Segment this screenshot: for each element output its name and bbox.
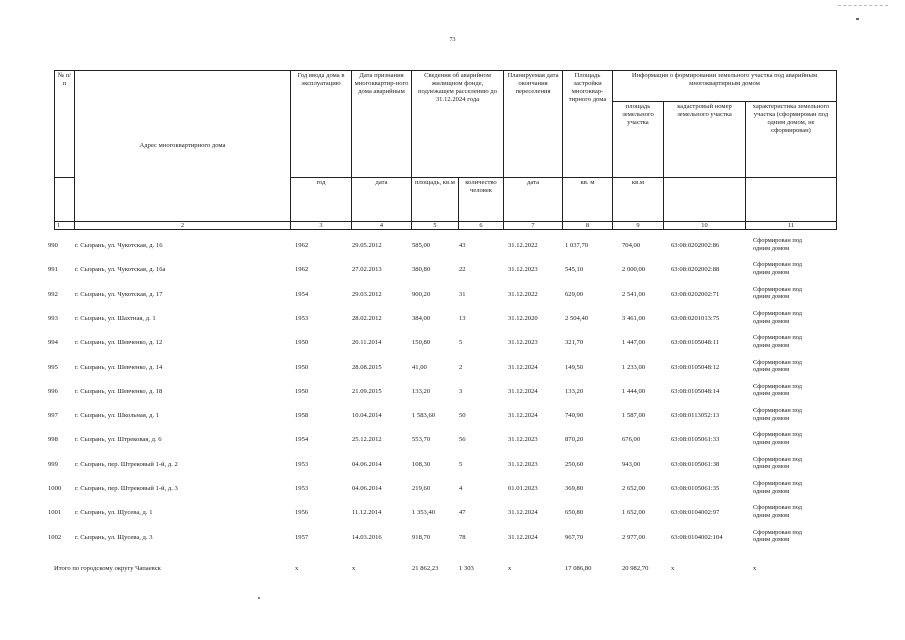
unit-year: год <box>291 178 352 222</box>
row-characteristic: Сформирован под одним домом <box>753 237 803 252</box>
row-people: 78 <box>459 533 466 541</box>
row-number: 1002 <box>48 533 62 541</box>
row-number: 998 <box>48 436 58 444</box>
row-characteristic: Сформирован под одним домом <box>753 358 803 374</box>
row-year: 1950 <box>295 363 309 371</box>
row-build-area: 133,20 <box>565 387 584 395</box>
total-date: x <box>352 565 356 572</box>
row-people: 31 <box>459 290 466 298</box>
row-build-area: 2 504,40 <box>565 314 589 322</box>
row-year: 1962 <box>295 266 309 274</box>
row-number: 991 <box>48 266 58 274</box>
col-number: 1 <box>55 222 75 230</box>
col-number: 3 <box>291 222 352 230</box>
row-area: 900,20 <box>412 290 431 298</box>
row-area: 1 353,40 <box>412 509 436 517</box>
row-land-area: 2 000,00 <box>622 266 646 274</box>
row-end-date: 31.12.2024 <box>508 387 538 395</box>
unit-people: количество человек <box>459 178 504 222</box>
row-area: 553,70 <box>412 436 431 444</box>
row-build-area: 369,80 <box>565 485 584 492</box>
total-label: Итого по городскому округу Чапаевск <box>54 565 161 572</box>
row-end-date: 01.01.2023 <box>508 485 538 492</box>
scan-dot <box>258 597 260 599</box>
col-header-year: Год ввода дома в эксплуатацию <box>291 71 352 178</box>
row-characteristic: Сформирован под одним домом <box>753 309 803 325</box>
row-area: 150,80 <box>412 339 431 347</box>
row-land-area: 1 447,00 <box>622 339 646 347</box>
table-row <box>48 260 836 284</box>
table-row <box>48 430 836 454</box>
table-row <box>48 358 836 382</box>
row-cadastral: 63:08:0105061:35 <box>671 485 720 492</box>
row-number: 997 <box>48 412 58 420</box>
row-people: 3 <box>459 387 463 395</box>
row-address: г. Сызрань, ул. Щусева, д. 1 <box>75 509 153 517</box>
total-end-date: x <box>508 565 512 572</box>
row-characteristic: Сформирован под одним домом <box>753 504 803 519</box>
row-people: 47 <box>459 509 466 517</box>
row-land-area: 2 977,00 <box>622 533 646 541</box>
row-end-date: 31.12.2023 <box>508 436 538 444</box>
row-end-date: 31.12.2020 <box>508 314 538 322</box>
row-year: 1950 <box>295 339 309 347</box>
row-date: 04.06.2014 <box>352 485 382 492</box>
row-number: 990 <box>48 242 58 249</box>
row-date: 29.03.2012 <box>352 290 382 298</box>
scan-dot <box>856 18 859 20</box>
row-build-area: 967,70 <box>565 533 584 541</box>
row-cadastral: 63:08:0105048:12 <box>671 363 720 371</box>
row-build-area: 545,10 <box>565 266 584 274</box>
row-land-area: 943,00 <box>622 460 641 468</box>
row-address: г. Сызрань, ул. Шевченко, д. 14 <box>75 363 163 371</box>
col-header-build-area: Площадь застройки многоквар-тирного дома <box>563 71 613 178</box>
unit-date: дата <box>352 178 412 222</box>
row-date: 28.02.2012 <box>352 314 382 322</box>
row-characteristic: Сформирован под одним домом <box>753 334 803 349</box>
unit-area: площадь, кв.м <box>412 178 459 222</box>
row-address: г. Сызрань, ул. Чукотская, д. 16 <box>75 242 163 249</box>
row-characteristic: Сформирован под одним домом <box>753 431 803 447</box>
row-date: 29.05.2012 <box>352 242 382 249</box>
col-number: 9 <box>613 222 664 230</box>
row-year: 1962 <box>295 242 309 249</box>
row-number: 993 <box>48 314 58 322</box>
row-address: г. Сызрань, ул. Шахтная, д. 1 <box>75 314 156 322</box>
row-address: г. Сызрань, пер. Штрековый 1-й, д. 2 <box>75 460 178 468</box>
total-characteristic: x <box>753 565 757 572</box>
row-people: 5 <box>459 339 463 347</box>
table-row <box>48 382 836 406</box>
row-area: 585,00 <box>412 242 431 249</box>
row-year: 1953 <box>295 485 309 492</box>
col-header-land-area: площадь земельного участка <box>613 102 664 178</box>
row-people: 56 <box>459 436 466 444</box>
col-header-address: Адрес многоквартирного дома <box>75 71 291 222</box>
row-area: 133,20 <box>412 387 431 395</box>
col-header-land-characteristic: характеристика земельного участка (сформирован под одним домом, не сформирован) <box>746 102 837 178</box>
row-people: 43 <box>459 242 466 249</box>
table-row <box>48 479 836 503</box>
total-cadastral: x <box>671 565 675 572</box>
unit-empty <box>746 178 837 222</box>
row-end-date: 31.12.2024 <box>508 412 538 420</box>
row-year: 1956 <box>295 509 309 517</box>
row-year: 1953 <box>295 460 309 468</box>
row-characteristic: Сформирован под одним домом <box>753 528 803 544</box>
row-end-date: 31.12.2023 <box>508 266 538 274</box>
row-address: г. Сызрань, ул. Шевченко, д. 12 <box>75 339 163 347</box>
row-cadastral: 63:08:0113052:13 <box>671 412 720 420</box>
row-address: г. Сызрань, ул. Шевченко, д. 18 <box>75 387 163 395</box>
table-header <box>54 70 837 230</box>
row-number: 1000 <box>48 485 62 492</box>
row-people: 2 <box>459 363 463 371</box>
row-characteristic: Сформирован под одним домом <box>753 382 803 398</box>
page-number: 73 <box>449 37 456 43</box>
col-number: 11 <box>746 222 837 230</box>
row-year: 1953 <box>295 314 309 322</box>
row-characteristic: Сформирован под одним домом <box>753 261 803 276</box>
row-end-date: 31.12.2024 <box>508 533 538 541</box>
row-date: 21.09.2015 <box>352 387 382 395</box>
row-land-area: 704,00 <box>622 242 641 249</box>
row-area: 918,70 <box>412 533 431 541</box>
row-build-area: 870,20 <box>565 436 584 444</box>
row-cadastral: 63:08:0104002:104 <box>671 533 723 541</box>
row-cadastral: 63:08:0202002:88 <box>671 266 720 274</box>
col-number: 2 <box>75 222 291 230</box>
row-number: 999 <box>48 460 58 468</box>
row-land-area: 1 444,00 <box>622 387 646 395</box>
row-cadastral: 63:08:0104002:97 <box>671 509 720 517</box>
row-area: 108,30 <box>412 460 431 468</box>
row-end-date: 31.12.2022 <box>508 242 538 249</box>
row-address: г. Сызрань, ул. Штрековая, д. 6 <box>75 436 162 444</box>
row-end-date: 31.12.2024 <box>508 509 538 517</box>
row-land-area: 2 652,00 <box>622 485 646 492</box>
row-year: 1954 <box>295 290 309 298</box>
col-header-planned-date: Планируемая дата окончания переселения <box>504 71 563 178</box>
row-people: 22 <box>459 266 466 274</box>
row-build-area: 740,90 <box>565 412 584 420</box>
unit-land-sqm: кв.м <box>613 178 664 222</box>
row-area: 219,60 <box>412 485 431 492</box>
row-end-date: 31.12.2023 <box>508 460 538 468</box>
row-number: 994 <box>48 339 58 347</box>
total-land-area: 20 982,70 <box>622 565 649 572</box>
row-number: 1001 <box>48 509 62 517</box>
row-build-area: 149,50 <box>565 363 584 371</box>
total-year: x <box>295 565 299 572</box>
row-build-area: 321,70 <box>565 339 584 347</box>
row-end-date: 31.12.2024 <box>508 363 538 371</box>
total-people: 1 303 <box>459 565 474 572</box>
row-people: 50 <box>459 412 466 420</box>
col-number: 8 <box>563 222 613 230</box>
row-characteristic: Сформирован под одним домом <box>753 455 803 471</box>
total-build-area: 17 086,80 <box>565 565 592 572</box>
row-characteristic: Сформирован под одним домом <box>753 480 803 495</box>
row-cadastral: 63:08:0105048:11 <box>671 339 720 347</box>
total-row <box>54 565 836 575</box>
row-date: 20.11.2014 <box>352 339 382 347</box>
row-area: 380,80 <box>412 266 431 274</box>
row-address: г. Сызрань, пер. Штрековый 1-й, д. 3 <box>75 485 178 492</box>
table-row <box>48 285 836 309</box>
col-header-land-info: Информация о формировании земельного участка под аварийным многоквартирным домом <box>613 71 837 102</box>
row-cadastral: 63:08:0201013:75 <box>671 314 720 322</box>
total-area: 21 862,23 <box>412 565 439 572</box>
row-people: 4 <box>459 485 463 492</box>
row-cadastral: 63:08:0105061:33 <box>671 436 720 444</box>
row-cadastral: 63:08:0202002:71 <box>671 290 720 298</box>
col-header-number: № п/п <box>55 71 75 178</box>
row-year: 1950 <box>295 387 309 395</box>
row-people: 13 <box>459 314 466 322</box>
row-area: 384,00 <box>412 314 431 322</box>
row-cadastral: 63:08:0105048:14 <box>671 387 720 395</box>
unit-end-date: дата <box>504 178 563 222</box>
row-address: г. Сызрань, ул. Чукотская, д. 17 <box>75 290 163 298</box>
row-date: 04.06.2014 <box>352 460 382 468</box>
row-address: г. Сызрань, ул. Чукотская, д. 16а <box>75 266 166 274</box>
col-number: 5 <box>412 222 459 230</box>
col-number: 10 <box>664 222 746 230</box>
row-land-area: 1 652,00 <box>622 509 646 517</box>
col-number: 4 <box>352 222 412 230</box>
col-header-recognition-date: Дата признания многоквартир-ного дома аварийным <box>352 71 412 178</box>
row-cadastral: 63:08:0105061:38 <box>671 460 720 468</box>
table-row <box>48 309 836 333</box>
row-date: 10.04.2014 <box>352 412 382 420</box>
row-land-area: 1 233,00 <box>622 363 646 371</box>
row-build-area: 250,60 <box>565 460 584 468</box>
row-address: г. Сызрань, ул. Школьная, д. 1 <box>75 412 160 420</box>
col-header-fund-info: Сведения об аварийном жилищном фонде, подлежащем расселению до 31.12.2024 года <box>412 71 504 178</box>
row-address: г. Сызрань, ул. Щусева, д. 3 <box>75 533 153 541</box>
row-land-area: 2 541,00 <box>622 290 646 298</box>
row-land-area: 676,00 <box>622 436 641 444</box>
row-area: 1 583,60 <box>412 412 436 420</box>
row-end-date: 31.12.2022 <box>508 290 538 298</box>
row-year: 1958 <box>295 412 309 420</box>
row-build-area: 1 037,70 <box>565 242 589 249</box>
row-year: 1954 <box>295 436 309 444</box>
row-number: 996 <box>48 387 58 395</box>
row-date: 11.12.2014 <box>352 509 382 517</box>
row-end-date: 31.12.2023 <box>508 339 538 347</box>
table-row <box>48 528 836 552</box>
row-number: 992 <box>48 290 58 298</box>
unit-empty <box>55 178 75 222</box>
row-characteristic: Сформирован под одним домом <box>753 407 803 422</box>
row-land-area: 1 587,00 <box>622 412 646 420</box>
table-row <box>48 236 836 260</box>
col-number: 7 <box>504 222 563 230</box>
row-characteristic: Сформирован под одним домом <box>753 285 803 301</box>
col-header-cadastral: кадастровый номер земельного участка <box>664 102 746 178</box>
unit-sqm: кв. м <box>563 178 613 222</box>
table-row <box>48 455 836 479</box>
unit-empty <box>664 178 746 222</box>
row-date: 14.03.2016 <box>352 533 382 541</box>
row-land-area: 3 461,00 <box>622 314 646 322</box>
row-date: 25.12.2012 <box>352 436 382 444</box>
row-year: 1957 <box>295 533 309 541</box>
col-number: 6 <box>459 222 504 230</box>
row-cadastral: 63:08:0202002:86 <box>671 242 720 249</box>
table-row <box>48 333 836 357</box>
table-row <box>48 406 836 430</box>
scan-edge-mark <box>838 5 888 6</box>
row-people: 5 <box>459 460 463 468</box>
row-build-area: 629,00 <box>565 290 584 298</box>
row-date: 27.02.2013 <box>352 266 382 274</box>
row-date: 28.08.2015 <box>352 363 382 371</box>
row-build-area: 650,80 <box>565 509 584 517</box>
table-row <box>48 503 836 527</box>
row-area: 41,00 <box>412 363 427 371</box>
row-number: 995 <box>48 363 58 371</box>
